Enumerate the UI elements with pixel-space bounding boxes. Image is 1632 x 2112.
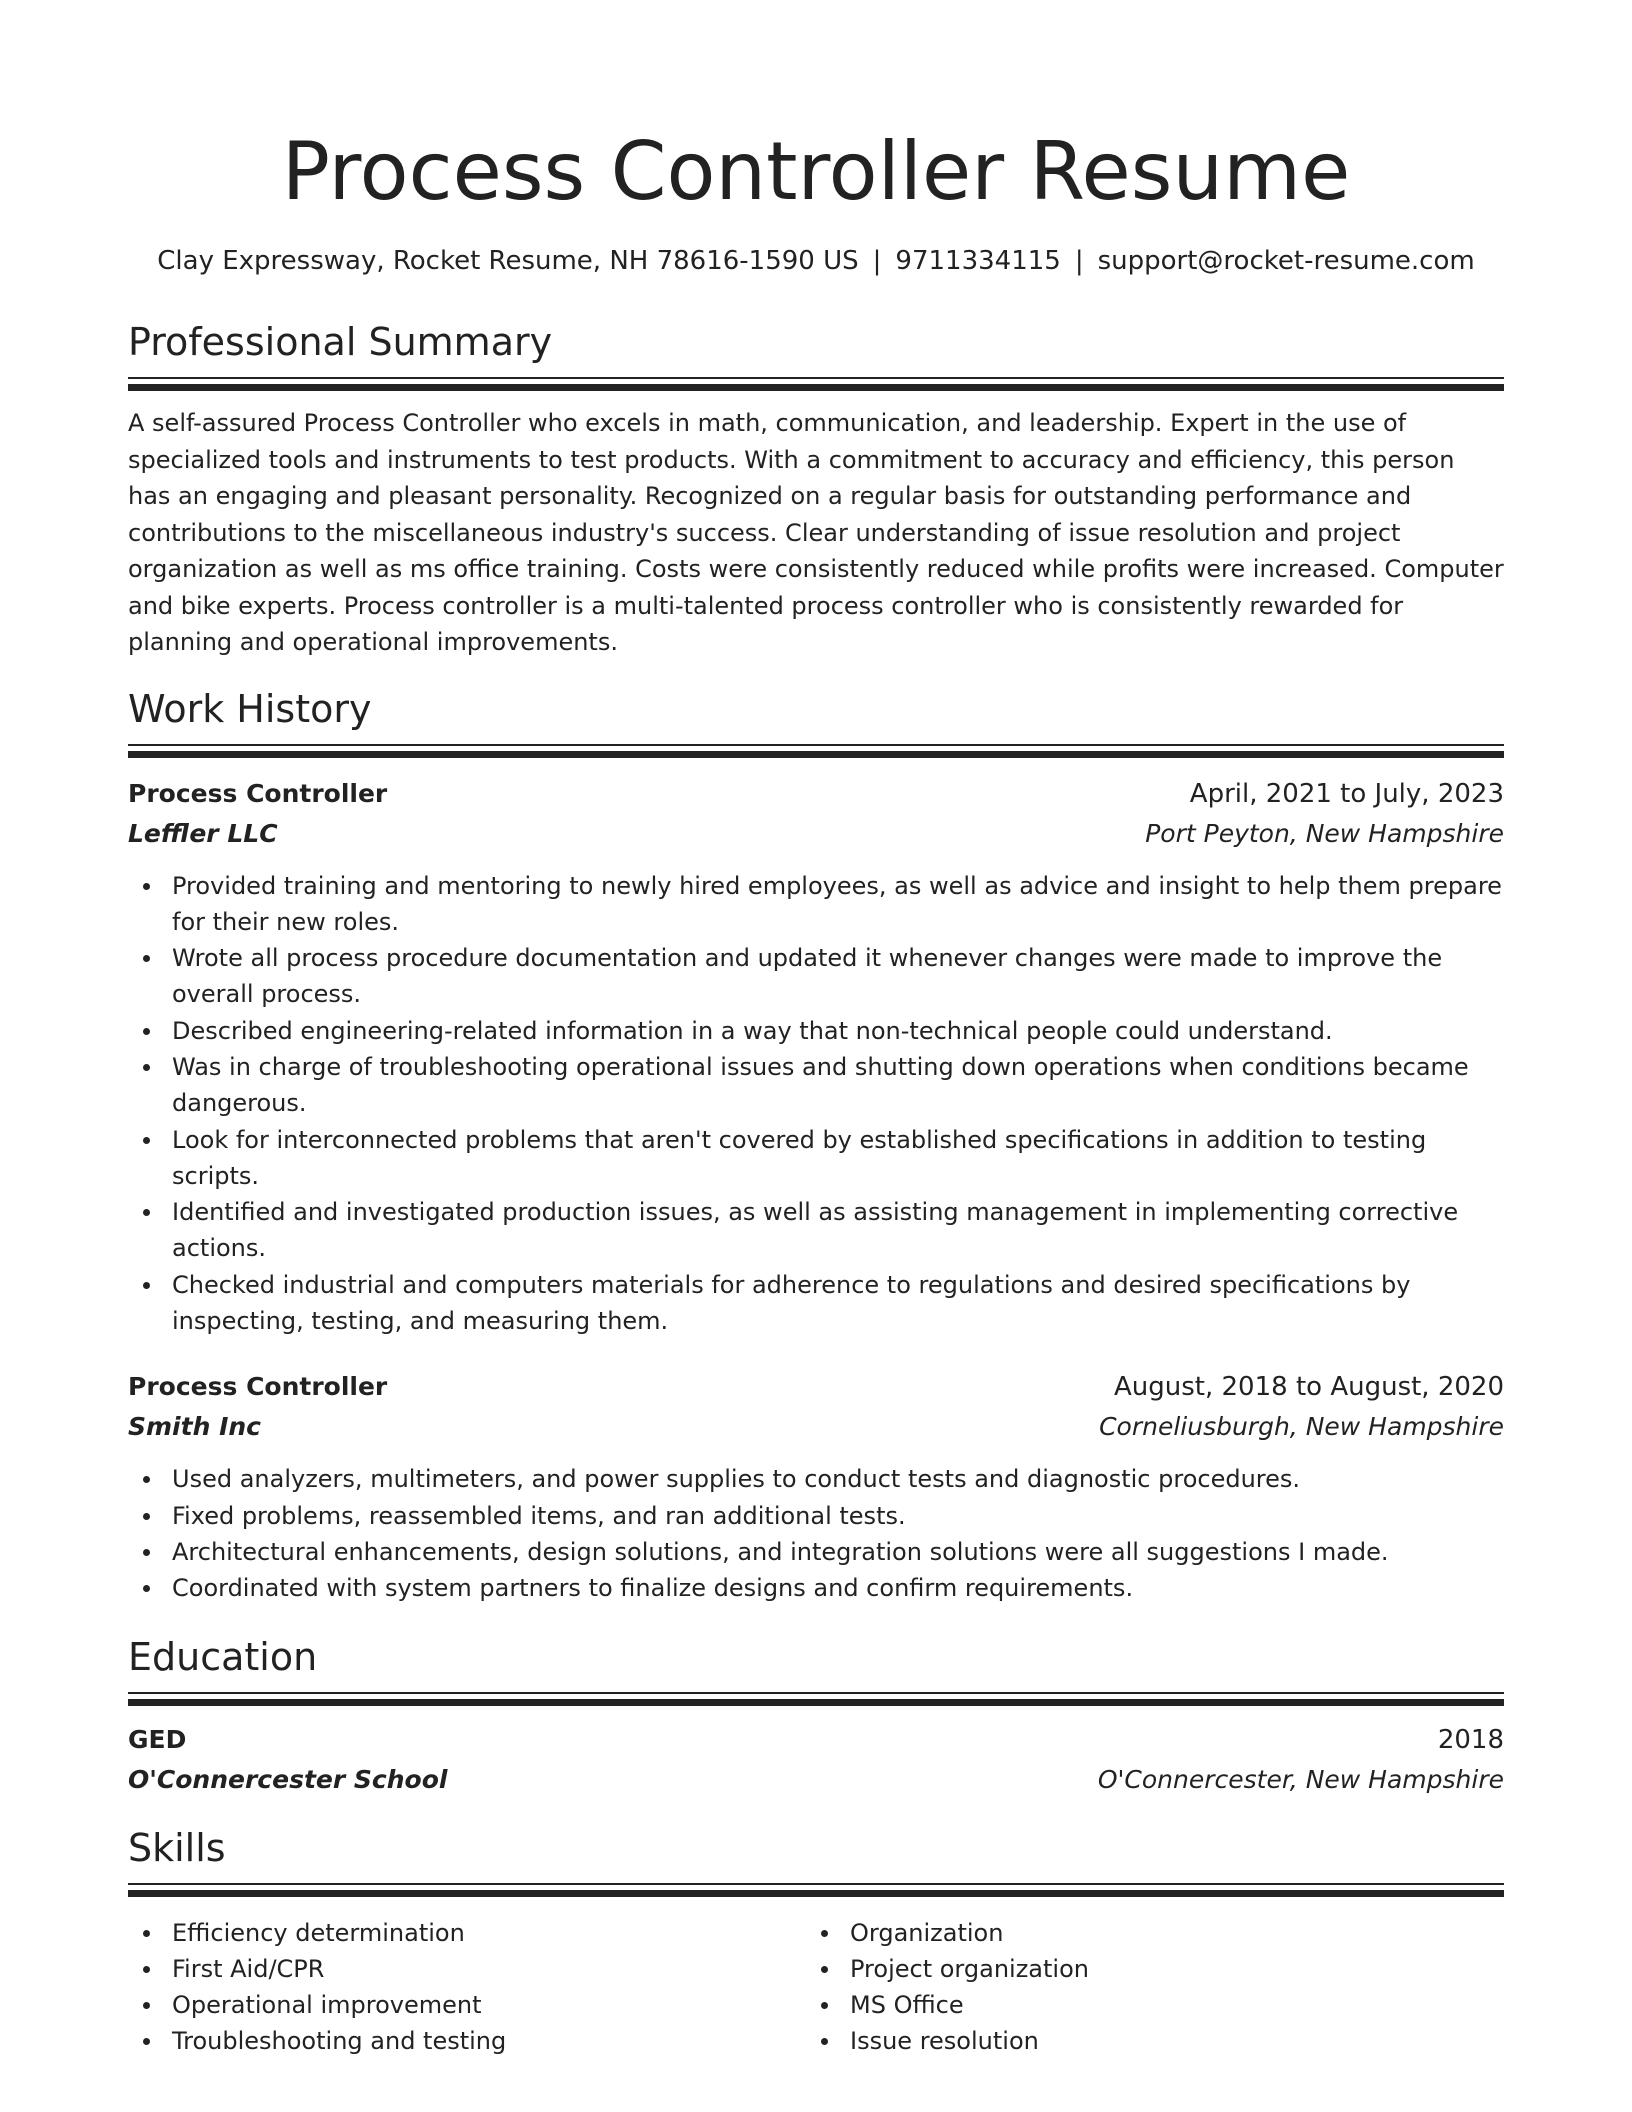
degree: GED xyxy=(128,1724,187,1754)
job-location: Port Peyton, New Hampshire xyxy=(1145,818,1504,848)
skill-item: Issue resolution xyxy=(850,2023,1484,2059)
summary-section xyxy=(128,318,1504,661)
list-item: Wrote all process procedure documentation and updated it whenever changes were made to improve the overall process. xyxy=(172,940,1504,1013)
section-divider-thick xyxy=(128,384,1504,391)
skill-item: Troubleshooting and testing xyxy=(172,2023,806,2059)
education-header-row xyxy=(128,1722,1504,1758)
section-divider xyxy=(128,744,1504,746)
job-dates: April, 2021 to July, 2023 xyxy=(1189,778,1504,809)
skill-item: MS Office xyxy=(850,1987,1484,2023)
address: Clay Expressway, Rocket Resume, NH 78616-1590 US xyxy=(157,246,859,276)
job-header-row xyxy=(128,776,1504,812)
list-item: Used analyzers, multimeters, and power supplies to conduct tests and diagnostic procedures. xyxy=(172,1461,1504,1497)
job-title: Process Controller xyxy=(128,1372,388,1402)
job-company-row xyxy=(128,814,1504,854)
section-heading-education: Education xyxy=(128,1634,318,1679)
list-item: Described engineering-related information in a way that non-technical people could understand. xyxy=(172,1013,1504,1049)
section-divider-thick xyxy=(128,751,1504,758)
education-entry xyxy=(128,1722,1504,1800)
education-school-row xyxy=(128,1760,1504,1800)
list-item: Look for interconnected problems that aren't covered by established specifications in addition to testing scripts. xyxy=(172,1122,1504,1195)
list-item: Architectural enhancements, design solutions, and integration solutions were all suggestions I made. xyxy=(172,1534,1504,1570)
section-divider xyxy=(128,1883,1504,1885)
list-item: Identified and investigated production issues, as well as assisting management in implementing corrective actions. xyxy=(172,1194,1504,1267)
list-item: Provided training and mentoring to newly hired employees, as well as advice and insight to help them prepare for their new roles. xyxy=(172,868,1504,941)
section-heading-skills: Skills xyxy=(128,1825,226,1870)
section-divider-thick xyxy=(128,1890,1504,1897)
skill-item: Efficiency determination xyxy=(172,1915,806,1951)
job-dates: August, 2018 to August, 2020 xyxy=(1114,1372,1504,1403)
skill-item: Project organization xyxy=(850,1951,1484,1987)
section-divider xyxy=(128,377,1504,379)
job-bullets xyxy=(128,868,1504,1340)
section-heading-work: Work History xyxy=(128,686,372,731)
section-heading-summary: Professional Summary xyxy=(128,320,553,364)
skill-item: First Aid/CPR xyxy=(172,1951,806,1987)
skill-item: Organization xyxy=(850,1915,1484,1951)
contact-separator: | xyxy=(1074,246,1084,276)
job-bullets xyxy=(128,1461,1504,1606)
skills-list-right xyxy=(806,1915,1484,2059)
list-item: Coordinated with system partners to finalize designs and confirm requirements. xyxy=(172,1570,1504,1606)
graduation-year: 2018 xyxy=(1437,1724,1504,1755)
summary-text: A self-assured Process Controller who excels in math, communication, and leadership. Expert in the use of specialized tools and instruments to test products. With a commitment to accuracy and efficiency, this person has an engaging and pleasant personality. Recognized on a regular basis for outstanding performance and contributions to the miscellaneous industry's success. Clear understanding of issue resolution and project organization as well as ms office training. Costs were consistently reduced while profits were increased. Computer and bike experts. Process controller is a multi-talented process controller who is consistently rewarded for planning and operational improvements. xyxy=(128,409,1504,656)
list-item: Fixed problems, reassembled items, and ran additional tests. xyxy=(172,1498,1504,1534)
school-name: O'Connercester School xyxy=(128,1764,448,1794)
company-name: Smith Inc xyxy=(128,1412,261,1442)
phone: 9711334115 xyxy=(895,246,1061,276)
company-name: Leffler LLC xyxy=(128,818,278,848)
contact-separator: | xyxy=(872,246,882,276)
job-entry xyxy=(128,776,1504,1340)
skills-list-left xyxy=(128,1915,806,2059)
work-section xyxy=(128,685,1504,1607)
education-section xyxy=(128,1633,1504,1800)
skills-section xyxy=(128,1824,1504,2059)
list-item: Checked industrial and computers materials for adherence to regulations and desired specifications by inspecting, testing, and measuring them. xyxy=(172,1267,1504,1340)
skills-columns xyxy=(128,1915,1504,2059)
email-link[interactable]: support@rocket-resume.com xyxy=(1097,246,1475,276)
job-company-row xyxy=(128,1407,1504,1447)
section-divider xyxy=(128,1692,1504,1694)
job-entry xyxy=(128,1369,1504,1606)
job-location: Corneliusburgh, New Hampshire xyxy=(1099,1412,1504,1442)
job-header-row xyxy=(128,1369,1504,1405)
school-location: O'Connercester, New Hampshire xyxy=(1097,1764,1504,1794)
job-title: Process Controller xyxy=(128,778,388,808)
page-title: Process Controller Resume xyxy=(281,125,1351,218)
resume-page xyxy=(128,0,1504,2059)
contact-line xyxy=(128,244,1504,278)
section-divider-thick xyxy=(128,1699,1504,1706)
skill-item: Operational improvement xyxy=(172,1987,806,2023)
list-item: Was in charge of troubleshooting operational issues and shutting down operations when conditions became dangerous. xyxy=(172,1049,1504,1122)
